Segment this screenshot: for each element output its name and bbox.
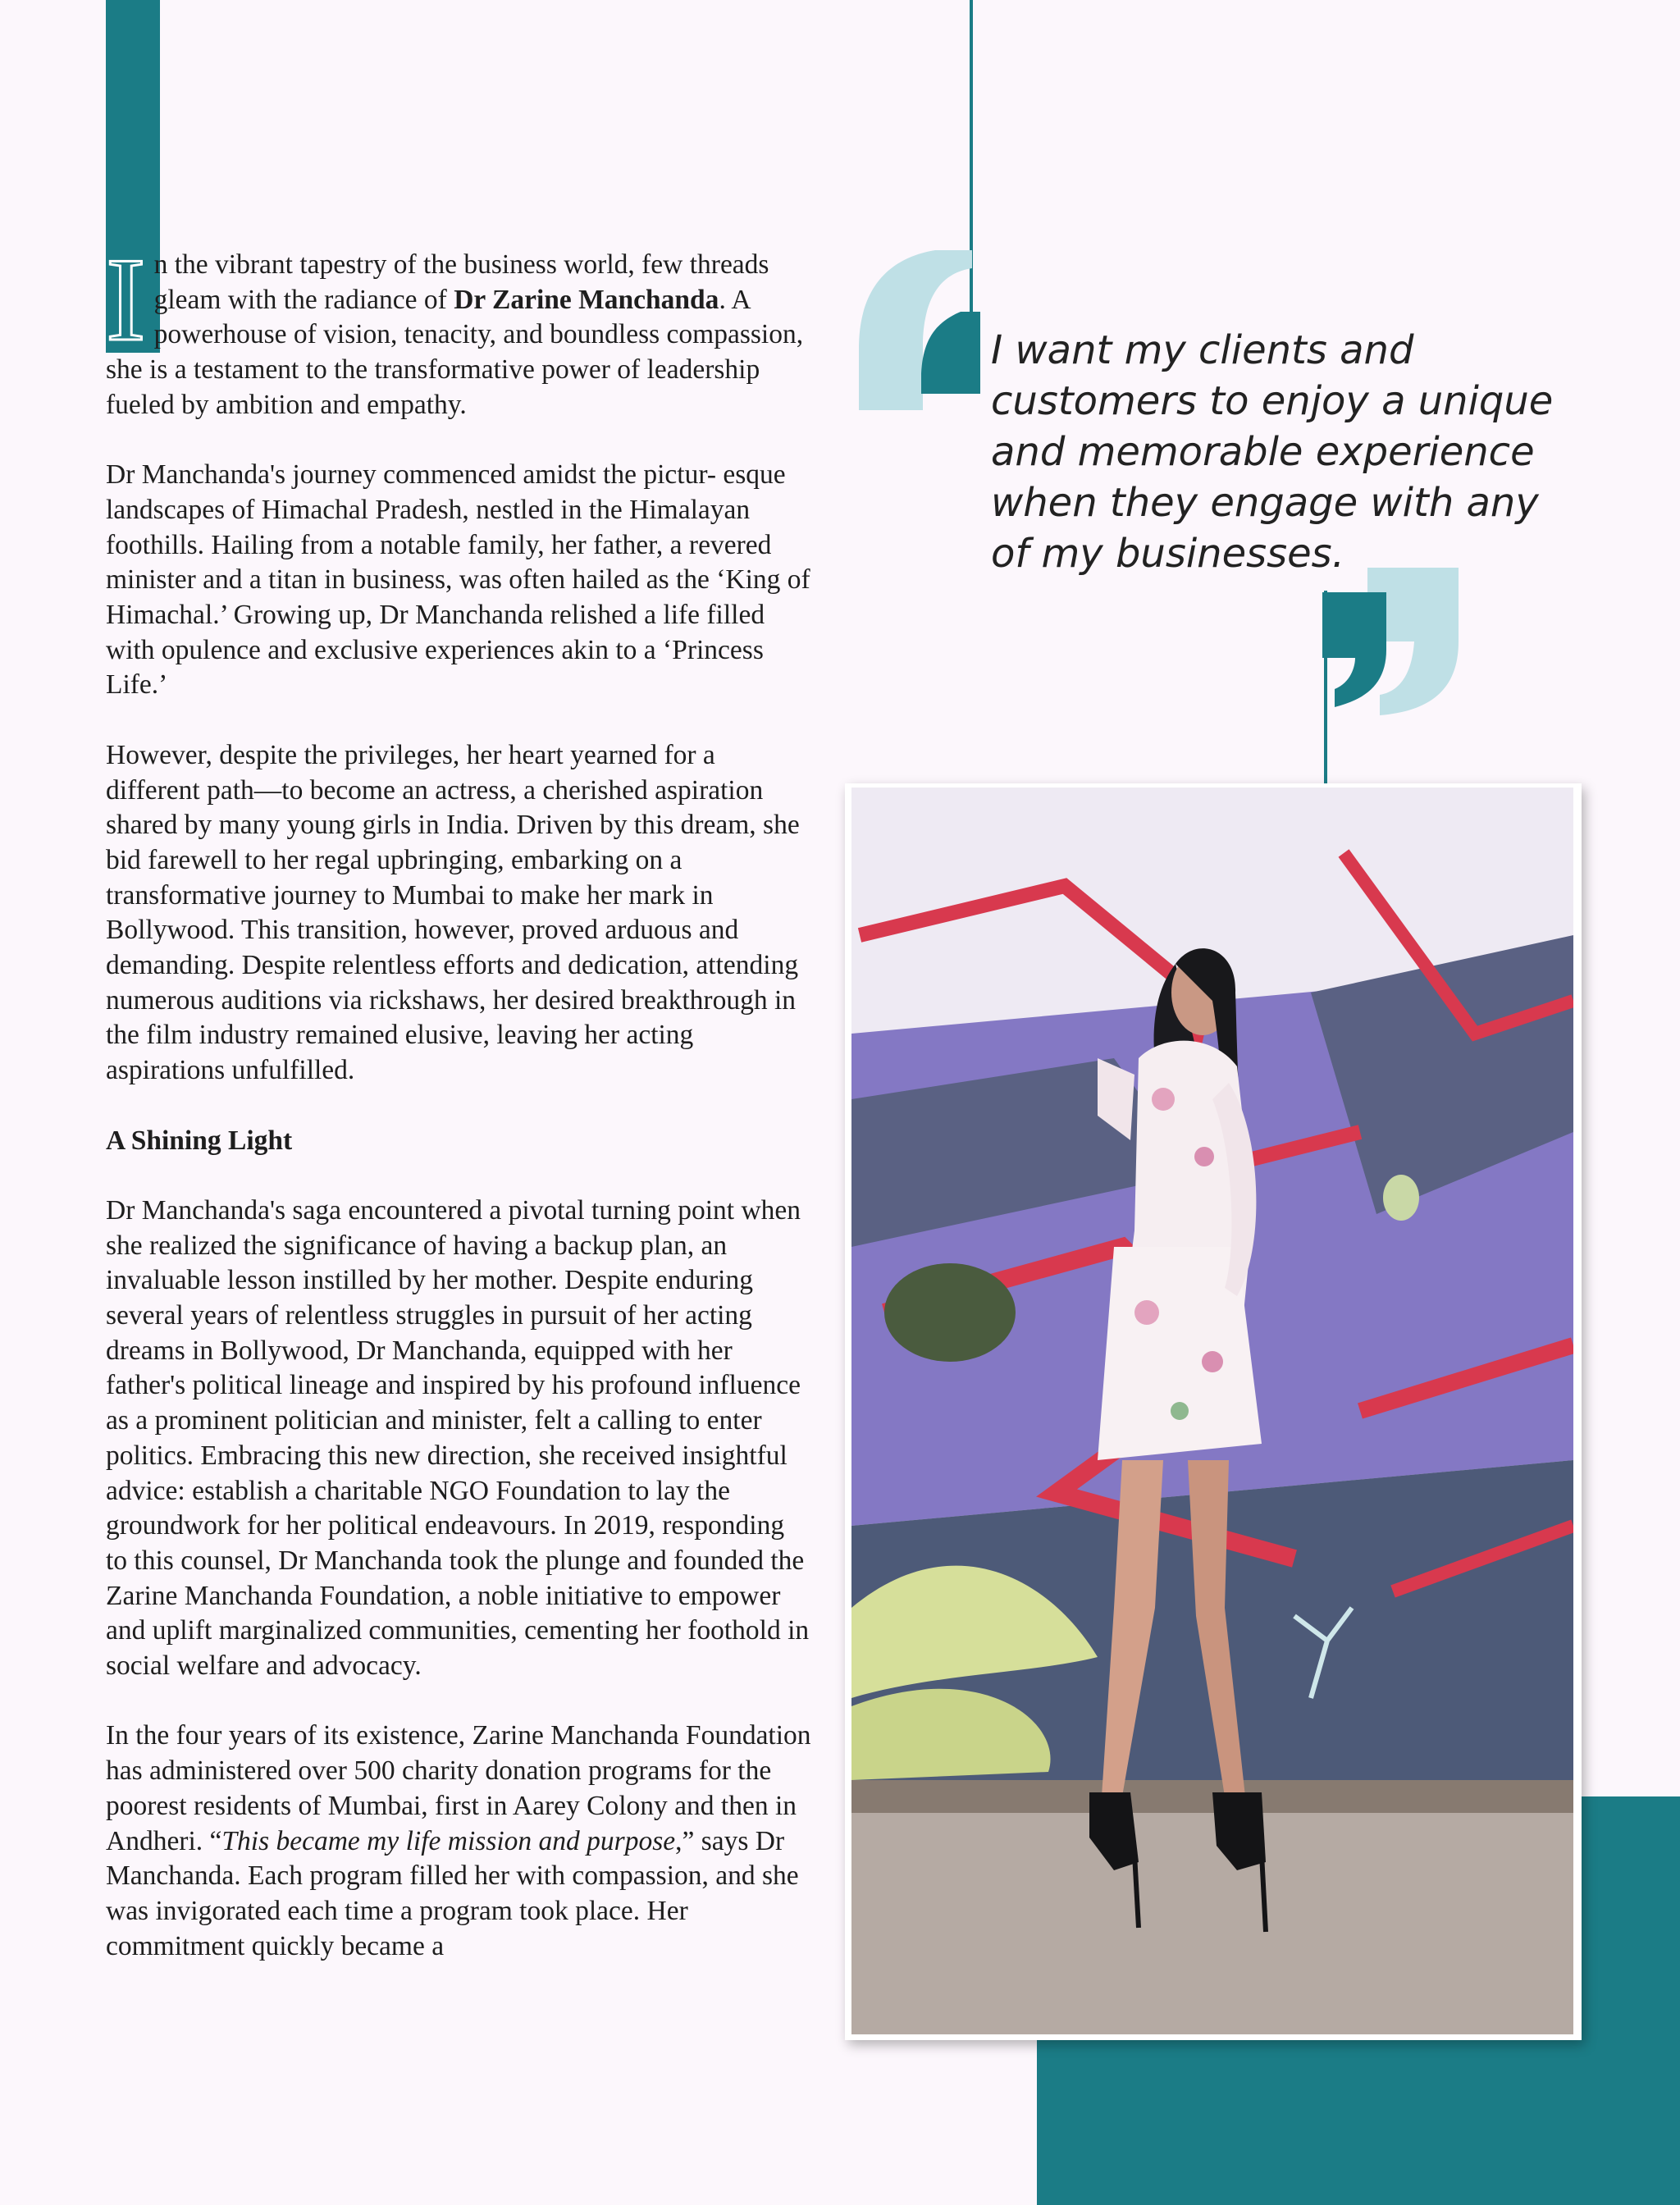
paragraph-actress: However, despite the privileges, her heart yearned for a different path—to become an actress, a cherished aspiration shared by many young girls in India. Driven by this dream, she bid farewell to her regal upbringing, embarking on a transformative journey to Mumbai to make her mark in Bollywood. This transition, however, proved arduous and demanding. Despite relentless efforts and dedication, attending numerous auditions via rickshaws, her desired breakthrough in the film industry remained elusive, leaving her acting aspirations unfulfilled. — [106, 739, 800, 1086]
paragraph-journey: Dr Manchanda's journey commenced amidst the pictur- esque landscapes of Himachal Pradesh, nestled in the Himalayan foothills. Hailing from a notable family, her father, a revered minister and a titan in business, was often hailed as the ‘King of Himachal.’ Growing up, Dr Manchanda relished a life filled with opulence and exclusive experiences akin to a ‘Princess Life.’ — [106, 459, 810, 701]
article-body — [106, 233, 811, 1999]
drop-cap: I — [106, 233, 146, 366]
portrait-photo — [851, 788, 1573, 2034]
section-heading: A Shining Light — [106, 1125, 293, 1156]
subject-name: Dr Zarine Manchanda — [454, 284, 719, 315]
photo-frame — [845, 783, 1582, 2040]
paragraph-foundation: In the four years of its existence, Zarine Manchanda Foundation has administered over 500 charity donation programs for the poorest residents of Mumbai, first in Aarey Colony and then in Andheri. “This became my life mission and purpose,” says Dr Manchanda. Each program filled her with compassion, and she was invigorated each time a program took place. Her commitment quickly became a — [106, 1720, 811, 1961]
paragraph-intro: In the vibrant tapestry of the business world, few threads gleam with the radiance of Dr Zarine Manchanda. A powerhouse of vision, tenacity, and boundless compassion, she is a testament to the transformative power of leadership fueled by ambition and empathy. — [106, 233, 804, 420]
close-quote-icon — [1322, 568, 1462, 715]
pull-quote: I want my clients and customers to enjoy a unique and memorable experience when they engage with any of my businesses. — [991, 327, 1554, 577]
inline-quote: This became my life mission and purpose — [221, 1825, 676, 1856]
paragraph-turning-point: Dr Manchanda's saga encountered a pivotal turning point when she realized the significance of having a backup plan, an invaluable lesson instilled by her mother. Despite enduring several years of relentless struggles in pursuit of her acting dreams in Bollywood, Dr Manchanda, equipped with her father's political lineage and inspired by his profound influence as a prominent politician and minister, felt a calling to enter politics. Embracing this new direction, she received insightful advice: establish a charitable NGO Foundation to lay the groundwork for her political endeavours. In 2019, responding to this counsel, Dr Manchanda took the plunge and founded the Zarine Manchanda Foundation, a noble initiative to empower and uplift marginalized communities, cementing her foothold in social welfare and advocacy. — [106, 1194, 810, 1682]
open-quote-icon — [857, 250, 980, 414]
